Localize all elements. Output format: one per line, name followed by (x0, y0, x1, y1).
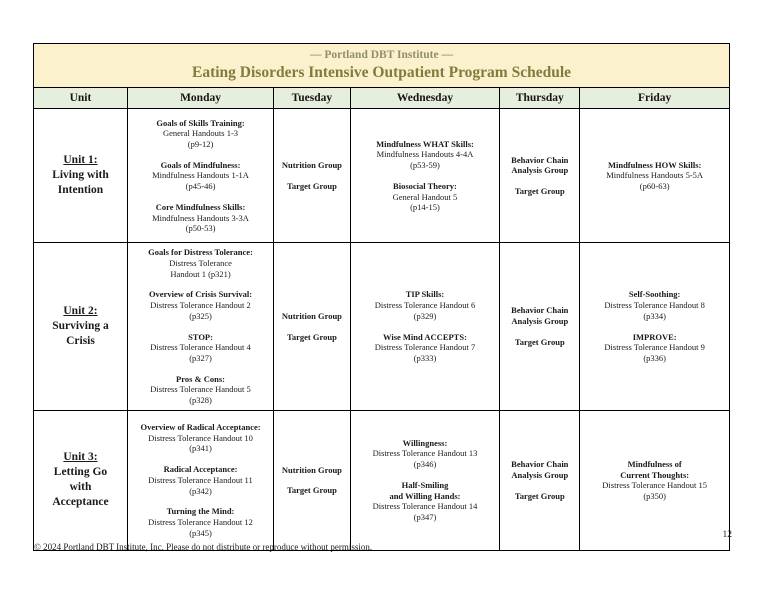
topic-block (277, 160, 347, 171)
cell-tuesday (274, 410, 351, 550)
column-header-monday: Monday (127, 88, 273, 109)
institute-name: — Portland DBT Institute — (310, 49, 453, 61)
cell-monday (127, 243, 273, 410)
cell-wednesday (350, 243, 500, 410)
cell-friday (580, 243, 730, 410)
topic-block (503, 459, 576, 480)
topic-heading-line: Nutrition Group (281, 310, 342, 321)
column-header-thursday: Thursday (500, 88, 580, 109)
topic-block (131, 506, 270, 538)
cell-wednesday (350, 410, 500, 550)
topic-heading-line: Target Group (286, 485, 337, 496)
topic-detail-line: Distress Tolerance Handout 12 (148, 517, 253, 527)
topic-detail-line: Distress Tolerance Handout 2 (150, 300, 251, 311)
topic-block (503, 186, 576, 197)
cell-friday (580, 410, 730, 550)
topic-block (131, 332, 270, 364)
schedule-row (34, 410, 730, 550)
topic-detail-line: (p347) (413, 512, 437, 522)
topic-detail-line: Distress Tolerance Handout 5 (150, 384, 251, 395)
topic-block (131, 118, 270, 150)
topic-detail-line: Mindfulness Handouts 3-3A (152, 212, 249, 223)
unit-title: Unit 3: (63, 451, 98, 464)
schedule-row (34, 109, 730, 243)
topic-detail-line: (p350) (643, 490, 666, 501)
topic-block (583, 289, 726, 321)
column-header-row (34, 88, 730, 109)
topic-heading-line: Analysis Group (511, 469, 569, 480)
topic-heading-line: Turning the Mind: (166, 506, 235, 517)
topic-block (131, 464, 270, 496)
topic-detail-line: (p346) (413, 459, 437, 470)
topic-detail-line: (p334) (643, 310, 666, 321)
topic-heading-line: Target Group (286, 331, 337, 342)
topic-detail-line: General Handout 5 (392, 191, 458, 202)
topic-heading-line: Behavior Chain (511, 305, 569, 316)
topic-detail-line: (p329) (413, 310, 437, 321)
topic-detail-line: (p45-46) (185, 181, 216, 192)
topic-detail-line: (p325) (189, 310, 212, 321)
unit-name-line: with (69, 481, 92, 494)
topic-block (277, 465, 347, 476)
topic-block (503, 305, 576, 326)
topic-detail-line: General Handouts 1-3 (163, 128, 239, 139)
cell-wednesday (350, 109, 500, 243)
topic-block (277, 311, 347, 322)
unit-cell (34, 109, 128, 243)
topic-heading-line: Target Group (514, 186, 565, 197)
topic-block (131, 422, 270, 454)
topic-block (583, 160, 726, 192)
unit-name-line: Acceptance (52, 496, 109, 509)
topic-detail-line: (p53-59) (410, 160, 440, 171)
topic-detail-line: (p9-12) (187, 139, 214, 150)
unit-title: Unit 1: (63, 154, 98, 167)
topic-heading-line: Biosocial Theory: (393, 180, 457, 191)
topic-heading-line: Mindfulness of (627, 458, 682, 469)
topic-heading-line: Wise Mind ACCEPTS: (383, 331, 467, 342)
topic-heading-line: Half-Smiling (401, 479, 449, 490)
topic-heading-line: Mindfulness HOW Skills: (607, 159, 702, 170)
topic-heading-line: Mindfulness WHAT Skills: (376, 138, 474, 149)
topic-heading-line: Behavior Chain (511, 459, 569, 470)
topic-block (354, 480, 497, 523)
unit-title: Unit 2: (63, 305, 98, 318)
topic-heading-line: TIP Skills: (405, 289, 445, 300)
topic-detail-line: Distress Tolerance Handout 8 (604, 300, 705, 311)
topic-detail-line: Distress Tolerance Handout 10 (148, 432, 253, 443)
unit-name-line: Crisis (66, 335, 95, 347)
cell-thursday (500, 109, 580, 243)
topic-heading-line: Target Group (514, 336, 565, 347)
topic-block (354, 139, 497, 171)
topic-detail-line: Distress Tolerance Handout 6 (374, 300, 476, 311)
topic-heading-line: Nutrition Group (281, 160, 342, 171)
topic-heading-line: Nutrition Group (281, 464, 342, 475)
unit-name-line: Surviving a (52, 320, 109, 333)
topic-heading-line: Overview of Crisis Survival: (148, 289, 253, 300)
topic-heading-line: Goals of Mindfulness: (160, 159, 241, 170)
topic-heading-line: STOP: (188, 331, 213, 342)
topic-detail-line: (p341) (189, 443, 212, 454)
topic-heading-line: Behavior Chain (511, 154, 569, 165)
topic-heading-line: Pros & Cons: (176, 373, 226, 384)
topic-detail-line: (p328) (189, 395, 212, 406)
topic-block (583, 459, 726, 502)
topic-block (131, 374, 270, 406)
column-header-wednesday: Wednesday (350, 88, 500, 109)
topic-detail-line: (p333) (413, 352, 437, 363)
topic-detail-line: Handout 1 (p321) (170, 268, 231, 279)
topic-heading-line: Goals of Skills Training: (156, 117, 245, 128)
cell-friday (580, 109, 730, 243)
schedule-row (34, 243, 730, 410)
topic-block (277, 181, 347, 192)
topic-block (131, 202, 270, 234)
topic-heading-line: Analysis Group (511, 165, 569, 176)
topic-heading-line: Goals for Distress Tolerance: (148, 247, 253, 258)
cell-thursday (500, 243, 580, 410)
topic-block (131, 247, 270, 279)
unit-name-line: Intention (57, 184, 104, 197)
topic-detail-line: (p60-63) (639, 181, 670, 192)
title-band-cell (34, 44, 730, 88)
topic-detail-line: (p50-53) (185, 223, 216, 234)
topic-block (503, 155, 576, 176)
topic-heading-line: Current Thoughts: (620, 469, 690, 480)
topic-detail-line: Distress Tolerance Handout 7 (374, 342, 476, 353)
cell-tuesday (274, 109, 351, 243)
page-title: Eating Disorders Intensive Outpatient Program Schedule (191, 63, 572, 81)
cell-monday (127, 410, 273, 550)
topic-detail-line: Mindfulness Handouts 4-4A (376, 149, 474, 160)
topic-block (503, 491, 576, 502)
topic-heading-line: Analysis Group (511, 316, 569, 327)
unit-cell (34, 410, 128, 550)
topic-block (277, 485, 347, 496)
column-header-friday: Friday (580, 88, 730, 109)
topic-detail-line: Distress Tolerance (169, 258, 232, 269)
topic-block (131, 160, 270, 192)
topic-detail-line: Distress Tolerance Handout 11 (148, 474, 253, 485)
topic-detail-line: Mindfulness Handouts 5-5A (606, 170, 704, 181)
cell-thursday (500, 410, 580, 550)
cell-tuesday (274, 243, 351, 410)
topic-heading-line: Core Mindfulness Skills: (155, 201, 246, 212)
topic-block (354, 438, 497, 470)
topic-block (131, 289, 270, 321)
topic-detail-line: (p327) (189, 352, 212, 363)
topic-detail-line: (p345) (189, 527, 212, 538)
topic-block (583, 332, 726, 364)
page-number: 12 (722, 530, 732, 540)
title-band (34, 44, 730, 88)
column-header-tuesday: Tuesday (274, 88, 351, 109)
topic-detail-line: (p342) (189, 485, 212, 496)
topic-detail-line: (p14-15) (410, 202, 440, 213)
cell-monday (127, 109, 273, 243)
topic-detail-line: Distress Tolerance Handout 14 (372, 501, 478, 512)
topic-block (354, 181, 497, 213)
topic-heading-line: Willingness: (402, 437, 448, 448)
topic-detail-line: Distress Tolerance Handout 4 (150, 342, 251, 353)
topic-heading-line: and Willing Hands: (389, 490, 461, 501)
topic-detail-line: Distress Tolerance Handout 9 (604, 342, 705, 353)
topic-heading-line: Self-Soothing: (628, 289, 681, 300)
topic-block (354, 332, 497, 364)
column-header-unit: Unit (34, 88, 128, 109)
topic-heading-line: Radical Acceptance: (163, 464, 238, 475)
topic-block (277, 332, 347, 343)
unit-cell (34, 243, 128, 410)
topic-heading-line: Target Group (514, 490, 565, 501)
copyright-text: © 2024 Portland DBT Institute, Inc. Please do not distribute or reproduce without permission. (34, 542, 373, 552)
unit-name-line: Letting Go (53, 466, 108, 479)
schedule-table (33, 43, 730, 551)
topic-heading-line: Target Group (286, 180, 337, 191)
topic-block (354, 289, 497, 321)
topic-heading-line: IMPROVE: (632, 331, 677, 342)
topic-detail-line: Mindfulness Handouts 1-1A (152, 170, 249, 181)
topic-detail-line: Distress Tolerance Handout 15 (602, 480, 708, 491)
topic-detail-line: Distress Tolerance Handout 13 (372, 448, 478, 459)
topic-block (503, 337, 576, 348)
topic-heading-line: Overview of Radical Acceptance: (140, 422, 261, 433)
topic-detail-line: (p336) (643, 352, 666, 363)
unit-name-line: Living with (52, 169, 109, 182)
